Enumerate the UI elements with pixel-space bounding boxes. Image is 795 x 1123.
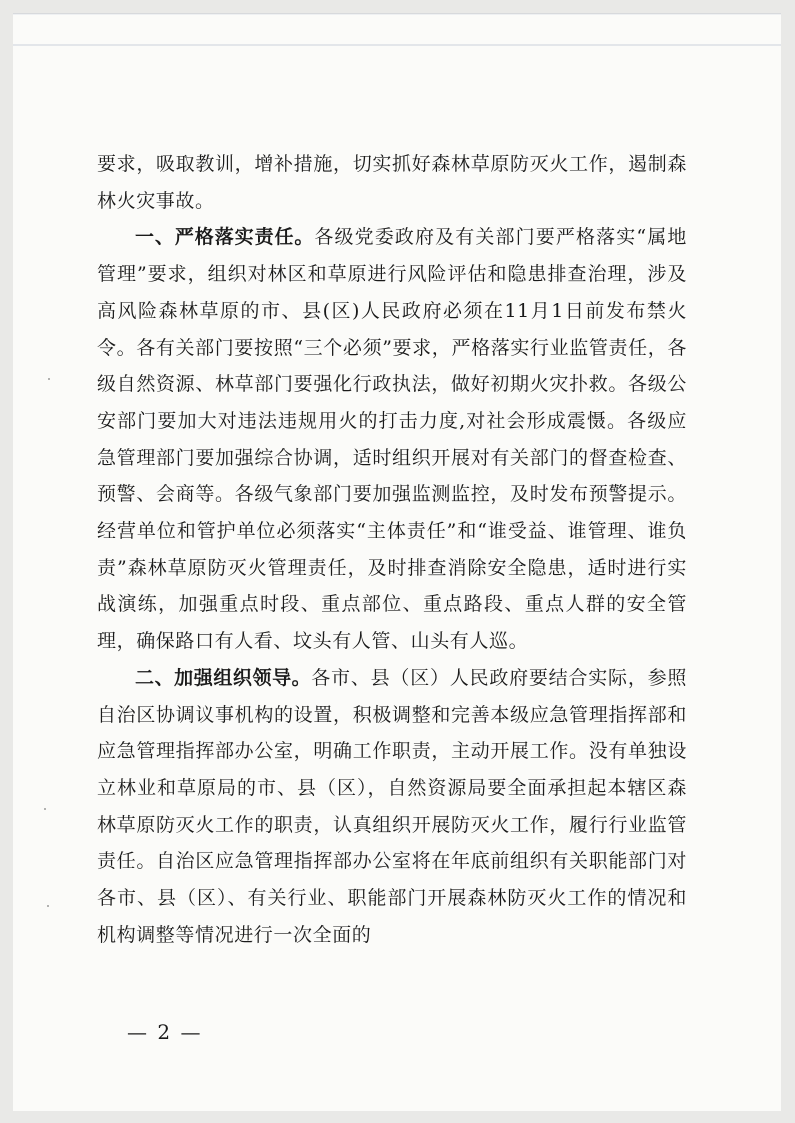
section-heading: 二、加强组织领导。 [135,666,312,689]
paragraph-section-2 [97,660,687,954]
paragraph-continuation [97,146,687,219]
page-number: — 2 — [127,1020,203,1044]
scan-speck [47,905,49,907]
paragraph-text: 各级党委政府及有关部门要严格落实“属地管理”要求，组织对林区和草原进行风险评估和隐患排查治理，涉及高风险森林草原的市、县(区)人民政府必须在11月1日前发布禁火令。各有关部门要按照“三个必须”要求，严格落实行业监管责任，各级自然资源、林草部门要强化行政执法，做好初期火灾扑救。各级公安部门要加大对违法违规用火的打击力度,对社会形成震慑。各级应急管理部门要加强综合协调，适时组织开展对有关部门的督查检查、预警、会商等。各级气象部门要加强监测监控，及时发布预警提示。经营单位和管护单位必须落实“主体责任”和“谁受益、谁管理、谁负责”森林草原防灭火管理责任，及时排查消除安全隐患，适时进行实战演练，加强重点时段、重点部位、重点路段、重点人群的安全管理，确保路口有人看、坟头有人管、山头有人巡。 [97,226,687,653]
paragraph-text: 各市、县（区）人民政府要结合实际，参照自治区协调议事机构的设置，积极调整和完善本级应急管理指挥部和应急管理指挥部办公室，明确工作职责，主动开展工作。没有单独设立林业和草原局的市、县（区），自然资源局要全面承担起本辖区森林草原防灭火工作的职责，认真组织开展防灭火工作，履行行业监管责任。自治区应急管理指挥部办公室将在年底前组织有关职能部门对各市、县（区）、有关行业、职能部门开展森林防灭火工作的情况和机构调整等情况进行一次全面的 [97,666,687,946]
paragraph-section-1 [97,219,687,659]
paragraph-text: 要求，吸取教训，增补措施，切实抓好森林草原防灭火工作，遏制森林火灾事故。 [97,153,687,212]
document-body [97,146,687,953]
scan-speck [48,378,50,380]
scan-speck [44,808,46,810]
header-rule [13,44,781,46]
section-heading: 一、严格落实责任。 [135,226,315,249]
